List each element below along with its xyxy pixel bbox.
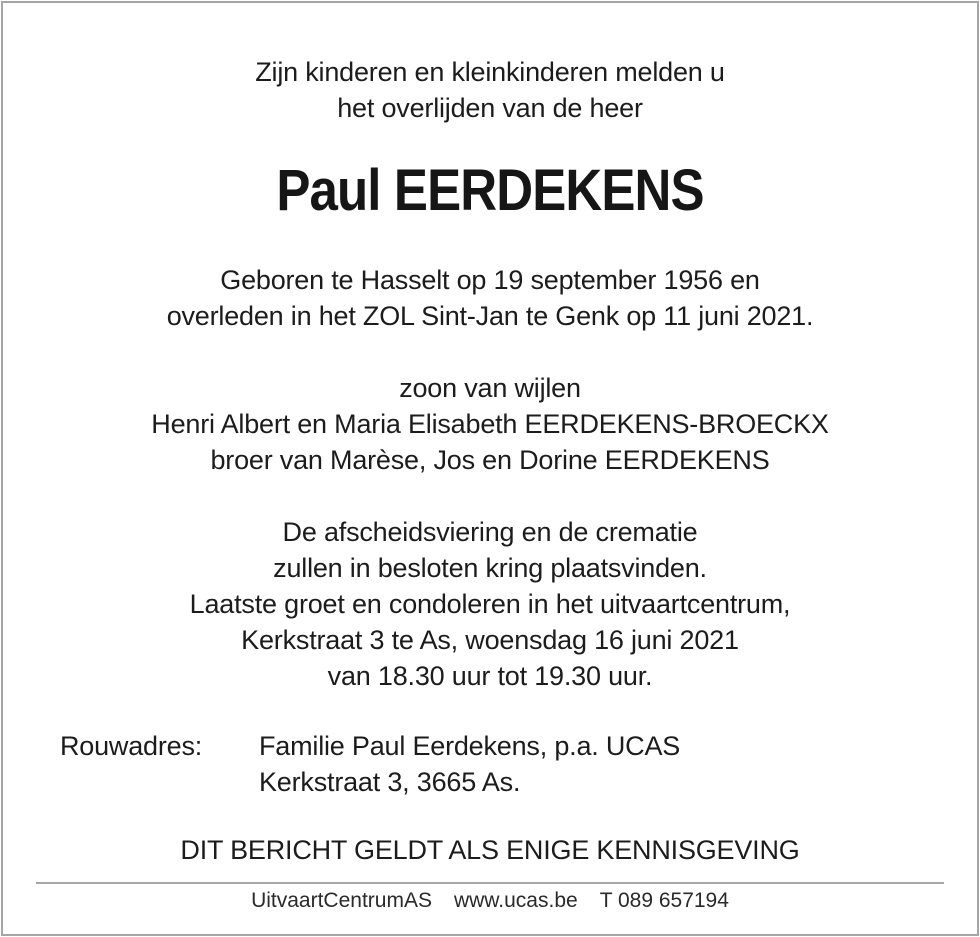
ceremony-line: zullen in besloten kring plaatsvinden. [273, 553, 707, 583]
address-lines [259, 728, 680, 800]
death-line: overleden in het ZOL Sint-Jan te Genk op 11 juni 2021. [166, 301, 814, 331]
ceremony-line: Laatste groet en condoleren in het uitvaartcentrum, [189, 589, 791, 619]
ceremony-line: van 18.30 uur tot 19.30 uur. [327, 661, 653, 691]
intro-line: Zijn kinderen en kleinkinderen melden u [255, 57, 725, 87]
family-line: zoon van wijlen [399, 373, 581, 403]
address-label: Rouwadres: [60, 731, 203, 761]
intro-line: het overlijden van de heer [337, 93, 643, 123]
parents-line: Henri Albert en Maria Elisabeth EERDEKENS-BROECKX [151, 409, 829, 439]
birth-line: Geboren te Hasselt op 19 september 1956 en [220, 265, 760, 295]
ceremony-line: Kerkstraat 3 te As, woensdag 16 juni 2021 [241, 625, 739, 655]
address-line: Kerkstraat 3, 3665 As. [259, 767, 521, 797]
footer-website: www.ucas.be [453, 889, 578, 912]
siblings-line: broer van Marèse, Jos en Dorine EERDEKENS [210, 445, 770, 475]
footer [0, 886, 980, 916]
birth-death-text [0, 262, 980, 334]
notice-text: DIT BERICHT GELDT ALS ENIGE KENNISGEVING [180, 835, 800, 865]
address-line: Familie Paul Eerdekens, p.a. UCAS [259, 731, 681, 761]
footer-phone: T 089 657194 [599, 889, 729, 912]
family-text [0, 370, 980, 478]
footer-company: UitvaartCentrumAS [251, 889, 432, 912]
ceremony-line: De afscheidsviering en de crematie [282, 517, 698, 547]
ceremony-text [0, 514, 980, 694]
footer-divider [36, 882, 944, 884]
intro-text [0, 54, 980, 126]
deceased-name: Paul EERDEKENS [276, 158, 704, 223]
